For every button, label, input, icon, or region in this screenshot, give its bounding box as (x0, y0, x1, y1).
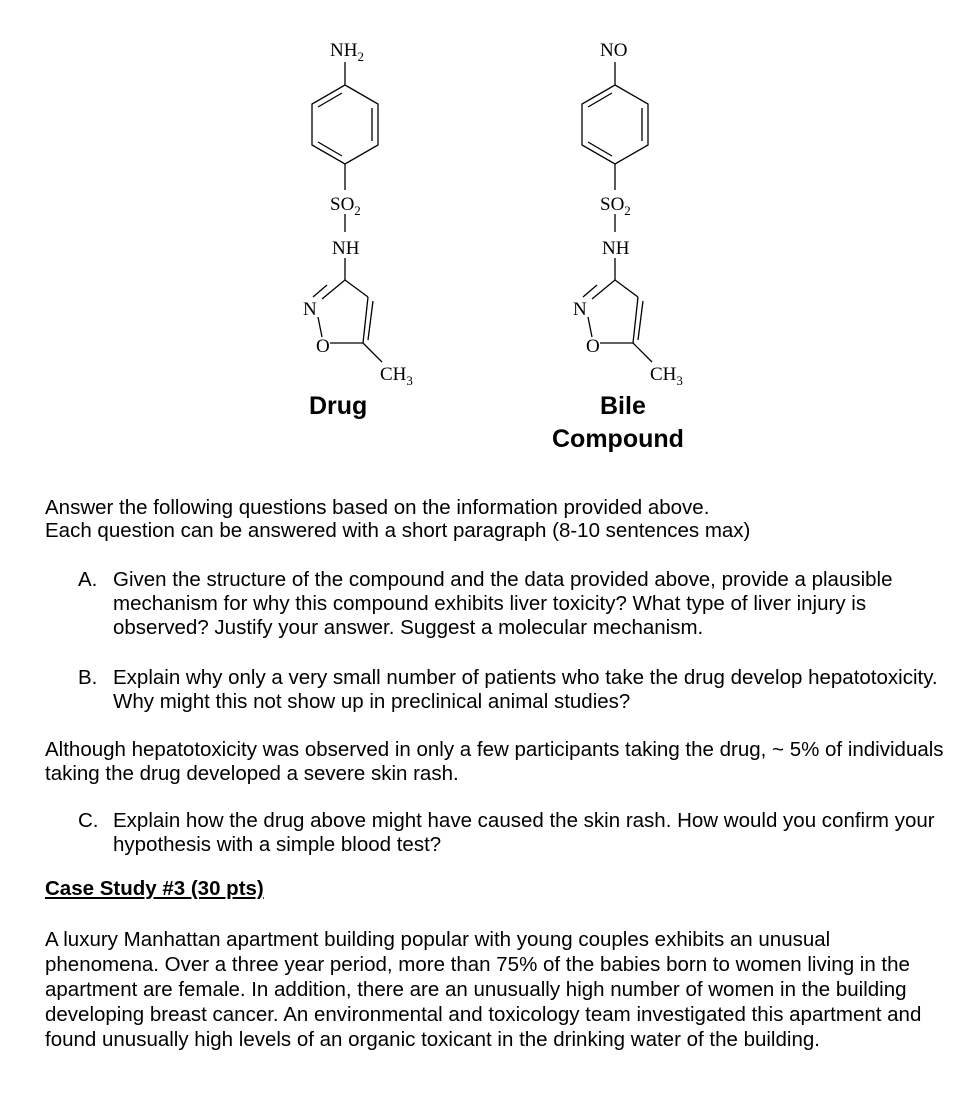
intro-line1: Answer the following questions based on the information provided above. (45, 496, 710, 519)
drug-amine: NH (332, 238, 360, 259)
bile-caption-line2: Compound (552, 425, 684, 453)
question-a-label: A. (78, 568, 98, 591)
drug-ring-o: O (316, 336, 330, 357)
question-c (78, 809, 938, 857)
question-c-text: Explain how the drug above might have caused the skin rash. How would you confirm your hypothesis with a simple blood test? (113, 809, 935, 856)
question-c-label: C. (78, 809, 99, 832)
question-b-label: B. (78, 666, 98, 689)
drug-caption: Drug (309, 392, 368, 420)
question-a (78, 568, 938, 640)
question-b-text: Explain why only a very small number of patients who take the drug develop hepatotoxicity. Why might this not show up in preclinical animal studies? (113, 666, 938, 713)
bile-methyl: $CH_3$ (650, 364, 683, 388)
drug-sulfonyl: $SO_2$ (330, 194, 361, 218)
bile-sulfonyl: $SO_2$ (600, 194, 631, 218)
question-a-text: Given the structure of the compound and the data provided above, provide a plausible mechanism for why this compound exhibits liver toxicity? What type of liver injury is observed? Justify your answer. Suggest a molecular mechanism. (113, 568, 893, 639)
chemical-structures (0, 0, 960, 470)
case-study-heading: Case Study #3 (30 pts) (45, 877, 264, 900)
intro-line2: Each question can be answered with a short paragraph (8-10 sentences max) (45, 519, 751, 542)
drug-methyl: $CH_3$ (380, 364, 413, 388)
bile-top-group: NO (600, 40, 628, 61)
drug-top-group: $NH_2$ (330, 40, 364, 64)
rash-note: Although hepatotoxicity was observed in only a few participants taking the drug, ~ 5% of individuals taking the drug developed a severe skin rash. (45, 738, 944, 785)
drug-ring-n: N (303, 299, 317, 320)
bile-caption-line1: Bile (600, 392, 646, 420)
case-study-text: A luxury Manhattan apartment building popular with young couples exhibits an unusual phenomena. Over a three year period, more than 75% of the babies born to women living in the apartment are female. In addition, there are an unusually high number of women in the building developing breast cancer. An environmental and toxicology team investigated this apartment and found unusually high levels of an organic toxicant in the drinking water of the building. (45, 928, 922, 1051)
bile-ring-n: N (573, 299, 587, 320)
question-b (78, 666, 938, 714)
bile-ring-o: O (586, 336, 600, 357)
bile-amine: NH (602, 238, 630, 259)
drug-labels (303, 40, 413, 420)
intro (45, 496, 945, 542)
bile-labels (552, 40, 684, 453)
